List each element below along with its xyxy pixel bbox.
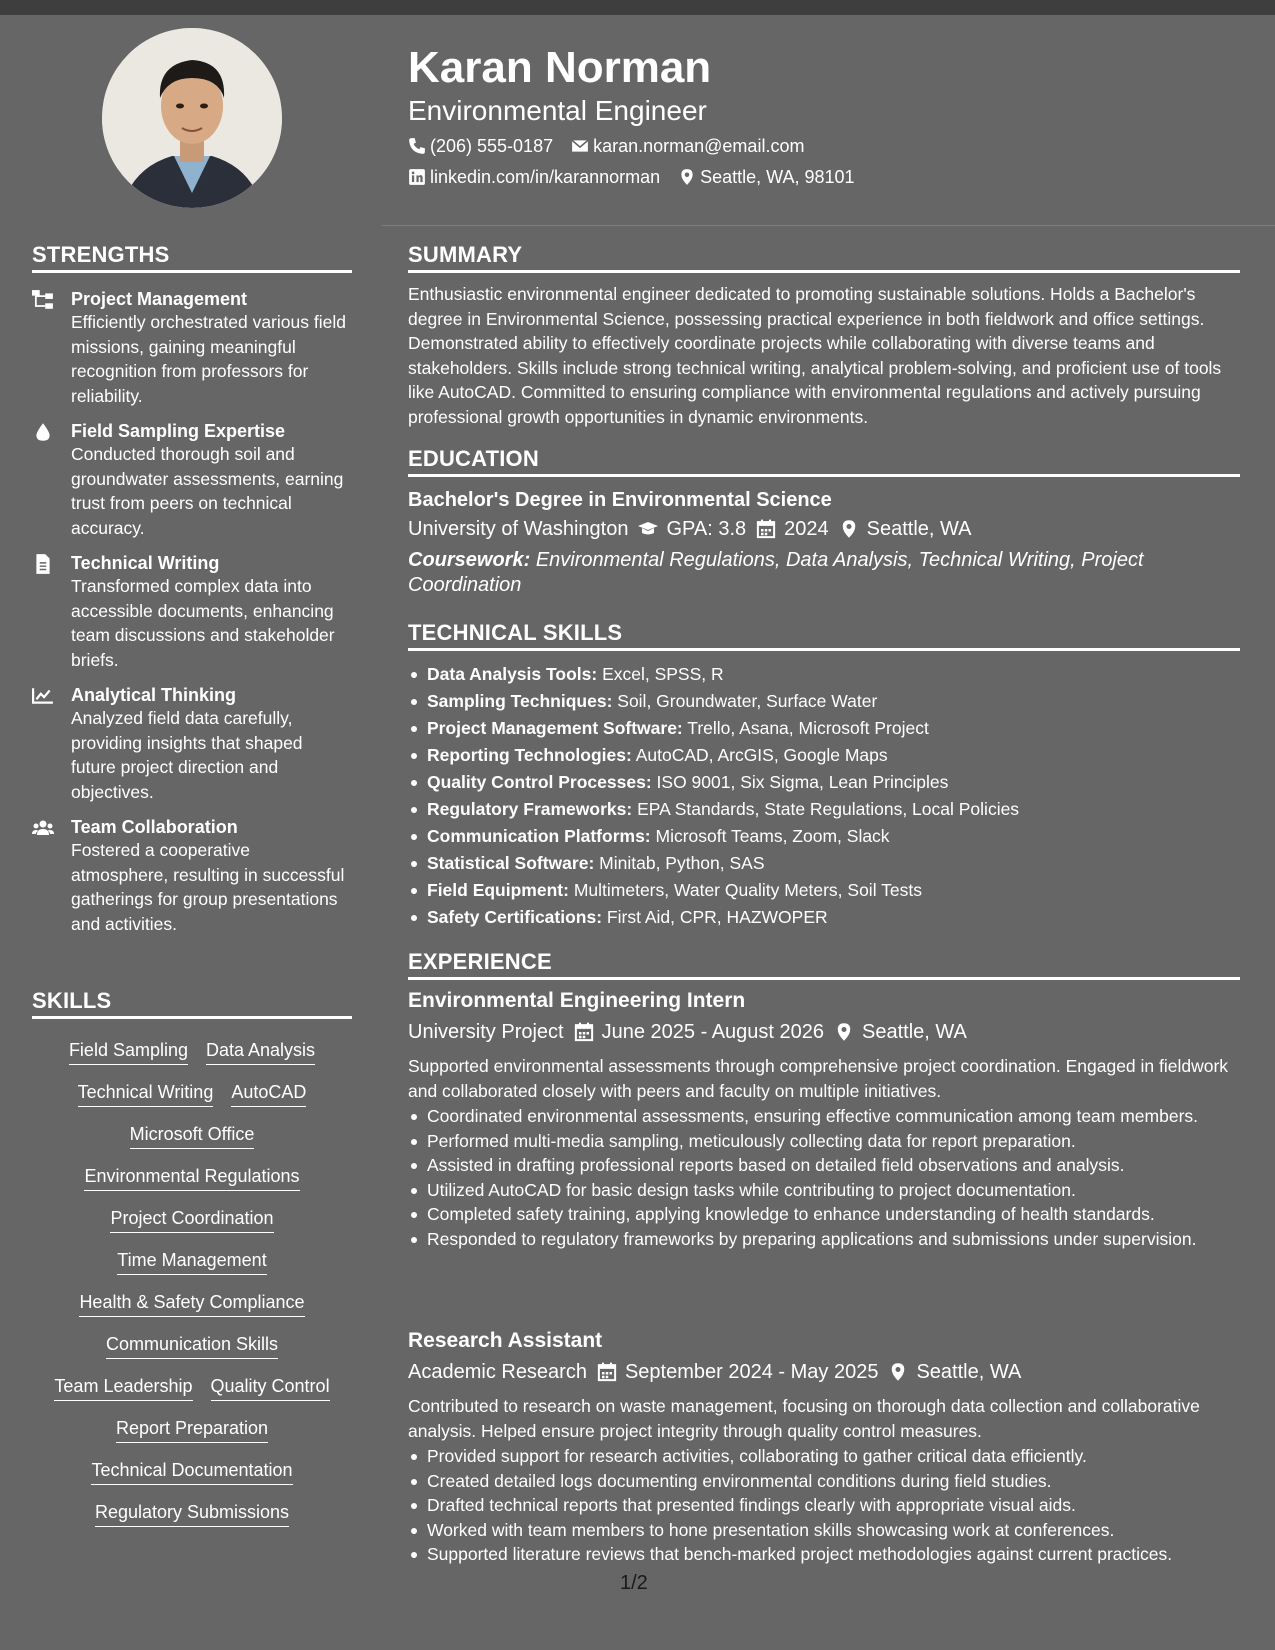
skill-row <box>32 1164 352 1191</box>
job-location: Seattle, WA <box>862 1021 967 1043</box>
skill-tag: Project Coordination <box>110 1206 273 1233</box>
strength-desc: Transformed complex data into accessible documents, enhancing team discussions and stakeholder briefs. <box>71 576 335 670</box>
strengths-list <box>32 288 352 948</box>
job-bullet: Responded to regulatory frameworks by preparing applications and submissions under supervision. <box>408 1227 1240 1252</box>
skill-row <box>32 1206 352 1233</box>
phone-text[interactable]: (206) 555-0187 <box>430 136 554 156</box>
users-icon <box>32 818 54 838</box>
tech-skill-item <box>408 769 1240 796</box>
job-bullets <box>408 1444 1240 1567</box>
education-location: Seattle, WA <box>866 518 972 540</box>
skill-row <box>32 1248 352 1275</box>
job-bullets <box>408 1104 1240 1251</box>
skill-tag: Field Sampling <box>69 1038 188 1065</box>
skill-tag: AutoCAD <box>231 1080 306 1107</box>
school-name: University of Washington <box>408 518 629 540</box>
tech-skill-item <box>408 877 1240 904</box>
skill-row <box>32 1374 352 1401</box>
location-pin-icon <box>678 168 696 186</box>
line-chart-icon <box>32 686 54 706</box>
tech-skill-value: Multimeters, Water Quality Meters, Soil Tests <box>573 880 922 900</box>
job-bullet: Created detailed logs documenting environmental conditions during field studies. <box>408 1469 1240 1494</box>
coursework-label: Coursework: <box>408 549 531 571</box>
tech-skill-item <box>408 796 1240 823</box>
droplet-icon <box>32 422 54 442</box>
job-dates: June 2025 - August 2026 <box>601 1021 825 1043</box>
location-text: Seattle, WA, 98101 <box>700 167 855 187</box>
graduation-cap-icon <box>638 519 658 539</box>
tech-skill-item <box>408 661 1240 688</box>
job-bullet: Provided support for research activities, collaborating to gather critical data efficiently. <box>408 1444 1240 1469</box>
tech-skill-value: ISO 9001, Six Sigma, Lean Principles <box>656 772 949 792</box>
job-summary: Contributed to research on waste management, focusing on thorough data collection and collaborative analysis. Helped ensure project integrity through quality control measures. <box>408 1396 1200 1441</box>
job-bullet: Performed multi-media sampling, meticulously collecting data for report preparation. <box>408 1129 1240 1154</box>
skills-tags <box>32 1038 352 1542</box>
skill-row <box>32 1290 352 1317</box>
skill-row <box>32 1122 352 1149</box>
job-title: Environmental Engineering Intern <box>408 989 746 1012</box>
skill-tag: Health & Safety Compliance <box>79 1290 304 1317</box>
job-bullet: Supported literature reviews that bench-marked project methodologies against current practices. <box>408 1542 1240 1567</box>
job-dates: September 2024 - May 2025 <box>624 1361 879 1383</box>
strength-item <box>32 552 352 672</box>
strength-title: Project Management <box>71 289 248 309</box>
skill-row <box>32 1416 352 1443</box>
skill-tag: Technical Writing <box>78 1080 214 1107</box>
job-bullet: Worked with team members to hone presentation skills showcasing work at conferences. <box>408 1518 1240 1543</box>
tech-skill-value: Excel, SPSS, R <box>602 664 724 684</box>
skill-tag: Data Analysis <box>206 1038 315 1065</box>
summary-heading: SUMMARY <box>408 242 1240 273</box>
skill-row <box>32 1500 352 1527</box>
strength-item <box>32 816 352 936</box>
skill-row <box>32 1458 352 1485</box>
skill-tag: Regulatory Submissions <box>95 1500 289 1527</box>
page-indicator: 1/2 <box>620 1572 648 1594</box>
tech-skill-label: Sampling Techniques: <box>427 691 613 711</box>
header-divider <box>382 225 1275 226</box>
linkedin-icon <box>408 168 426 186</box>
degree-title: Bachelor's Degree in Environmental Science <box>408 489 832 511</box>
skill-tag: Technical Documentation <box>91 1458 292 1485</box>
top-bar <box>0 0 1275 15</box>
tech-skill-label: Data Analysis Tools: <box>427 664 598 684</box>
strength-item <box>32 288 352 408</box>
tech-skill-item <box>408 904 1240 931</box>
tech-skill-value: First Aid, CPR, HAZWOPER <box>606 907 828 927</box>
technical-skills-list <box>408 661 1240 931</box>
tech-skill-value: EPA Standards, State Regulations, Local Policies <box>637 799 1020 819</box>
tech-skill-value: Microsoft Teams, Zoom, Slack <box>655 826 890 846</box>
graduation-year: 2024 <box>784 518 829 540</box>
job-org: Academic Research <box>408 1361 587 1383</box>
strength-title: Field Sampling Expertise <box>71 421 286 441</box>
document-icon <box>32 554 54 574</box>
job-bullet: Coordinated environmental assessments, ensuring effective communication among team members. <box>408 1104 1240 1129</box>
strengths-heading: STRENGTHS <box>32 242 352 273</box>
strength-desc: Analyzed field data carefully, providing insights that shaped future project direction and objectives. <box>71 708 303 802</box>
job-meta <box>408 1019 967 1045</box>
email-text[interactable]: karan.norman@email.com <box>593 136 805 156</box>
job-location: Seattle, WA <box>916 1361 1022 1383</box>
tech-skill-label: Regulatory Frameworks: <box>427 799 633 819</box>
location-pin-icon <box>888 1362 908 1382</box>
job-org: University Project <box>408 1021 564 1043</box>
job-bullet: Drafted technical reports that presented findings clearly with appropriate visual aids. <box>408 1493 1240 1518</box>
strength-title: Analytical Thinking <box>71 685 237 705</box>
location-pin-icon <box>834 1022 854 1042</box>
education-meta <box>408 516 972 542</box>
strength-item <box>32 420 352 540</box>
experience-heading: EXPERIENCE <box>408 949 1240 980</box>
technical-skills-heading: TECHNICAL SKILLS <box>408 620 1240 651</box>
skill-tag: Quality Control <box>211 1374 330 1401</box>
strength-desc: Conducted thorough soil and groundwater assessments, earning trust from peers on technical accuracy. <box>71 444 344 538</box>
sitemap-icon <box>32 290 54 310</box>
tech-skill-item <box>408 688 1240 715</box>
skill-tag: Team Leadership <box>54 1374 192 1401</box>
location-pin-icon <box>839 519 859 539</box>
skill-tag: Time Management <box>117 1248 266 1275</box>
strength-item <box>32 684 352 804</box>
tech-skill-item <box>408 823 1240 850</box>
calendar-icon <box>597 1362 617 1382</box>
tech-skill-value: Minitab, Python, SAS <box>599 853 765 873</box>
summary-text: Enthusiastic environmental engineer dedicated to promoting sustainable solutions. Holds a Bachelor's degree in Environmental Science, possessing practical experience in both fieldwork and office settings. Demonstrated ability to effectively coordinate projects while collaborating with diverse teams and stakeholders. Skills include strong technical writing, analytical problem-solving, and proficient use of tools like AutoCAD. Committed to ensuring compliance with environmental regulations and actively pursuing professional growth opportunities in dynamic environments. <box>408 284 1222 427</box>
strength-title: Team Collaboration <box>71 817 238 837</box>
job-bullet: Assisted in drafting professional reports based on detailed field observations and analysis. <box>408 1153 1240 1178</box>
candidate-role: Environmental Engineer <box>408 95 707 126</box>
strength-desc: Efficiently orchestrated various field missions, gaining meaningful recognition from professors for reliability. <box>71 312 346 406</box>
calendar-icon <box>756 519 776 539</box>
tech-skill-label: Field Equipment: <box>427 880 569 900</box>
skill-tag: Microsoft Office <box>130 1122 255 1149</box>
profile-photo <box>102 28 282 208</box>
tech-skill-label: Project Management Software: <box>427 718 683 738</box>
skill-tag: Environmental Regulations <box>84 1164 299 1191</box>
strength-title: Technical Writing <box>71 553 220 573</box>
education-heading: EDUCATION <box>408 446 1240 477</box>
skills-heading: SKILLS <box>32 988 352 1019</box>
job-bullet: Completed safety training, applying knowledge to enhance understanding of health standards. <box>408 1202 1240 1227</box>
strength-desc: Fostered a cooperative atmosphere, resulting in successful gatherings for group presentations and activities. <box>71 840 345 934</box>
tech-skill-item <box>408 742 1240 769</box>
tech-skill-label: Safety Certifications: <box>427 907 603 927</box>
job-meta <box>408 1359 1021 1385</box>
skill-tag: Communication Skills <box>106 1332 278 1359</box>
tech-skill-item <box>408 715 1240 742</box>
tech-skill-label: Reporting Technologies: <box>427 745 632 765</box>
skill-row <box>32 1038 352 1065</box>
coursework-list: Environmental Regulations, Data Analysis, Technical Writing, Project Coordination <box>408 549 1144 596</box>
coursework <box>408 548 1218 597</box>
skill-row <box>32 1080 352 1107</box>
tech-skill-item <box>408 850 1240 877</box>
linkedin-text[interactable]: linkedin.com/in/karannorman <box>430 167 661 187</box>
phone-icon <box>408 137 426 155</box>
job-title: Research Assistant <box>408 1329 603 1352</box>
contact-row-1 <box>408 135 804 157</box>
skill-row <box>32 1332 352 1359</box>
tech-skill-label: Statistical Software: <box>427 853 595 873</box>
calendar-icon <box>574 1022 594 1042</box>
tech-skill-value: AutoCAD, ArcGIS, Google Maps <box>635 745 888 765</box>
tech-skill-label: Communication Platforms: <box>427 826 651 846</box>
candidate-name: Karan Norman <box>408 43 712 92</box>
job-summary: Supported environmental assessments through comprehensive project coordination. Engaged in fieldwork and collaborated closely with peers and faculty on multiple initiatives. <box>408 1056 1229 1101</box>
tech-skill-value: Trello, Asana, Microsoft Project <box>687 718 929 738</box>
contact-row-2 <box>408 166 855 188</box>
email-icon <box>571 137 589 155</box>
job-bullet: Utilized AutoCAD for basic design tasks while contributing to project documentation. <box>408 1178 1240 1203</box>
skill-tag: Report Preparation <box>116 1416 268 1443</box>
gpa: GPA: 3.8 <box>666 518 747 540</box>
tech-skill-label: Quality Control Processes: <box>427 772 652 792</box>
tech-skill-value: Soil, Groundwater, Surface Water <box>617 691 878 711</box>
